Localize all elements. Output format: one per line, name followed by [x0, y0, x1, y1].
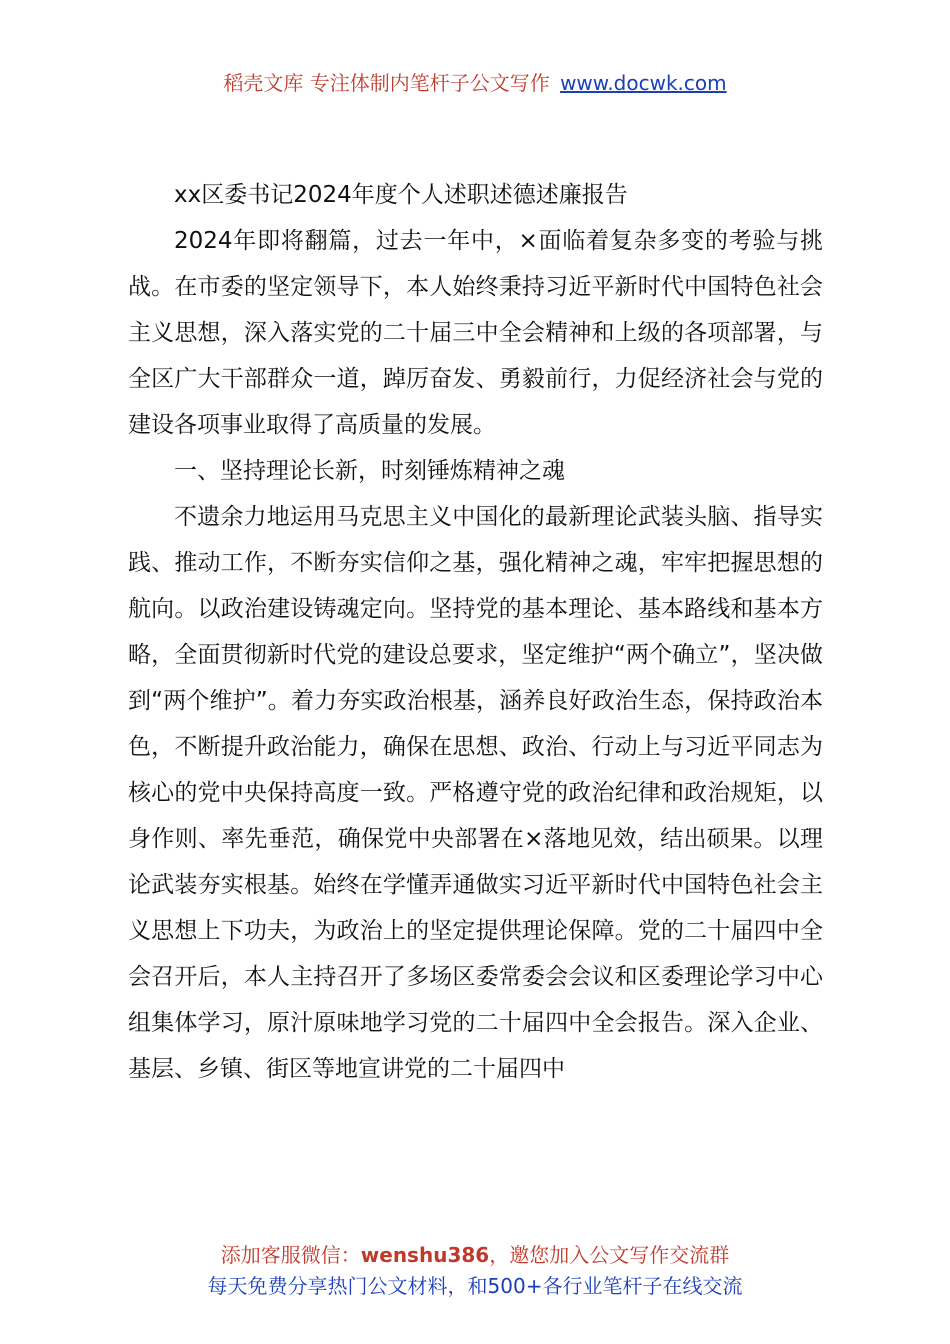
footer-wechat-suffix: ，邀您加入公文写作交流群 — [489, 1243, 730, 1267]
footer-line-2: 每天免费分享热门公文材料，和500+各行业笔杆子在线交流 — [207, 1274, 743, 1298]
page-footer — [0, 1240, 950, 1302]
paragraph-section-1: 不遗余力地运用马克思主义中国化的最新理论武装头脑、指导实践、推动工作，不断夯实信仰之基，强化精神之魂，牢牢把握思想的航向。以政治建设铸魂定向。坚持党的基本理论、基本路线和基本方略，全面贯彻新时代党的建设总要求，坚定维护“两个确立”，坚决做到“两个维护”。着力夯实政治根基，涵养良好政治生态，保持政治本色，不断提升政治能力，确保在思想、政治、行动上与习近平同志为核心的党中央保持高度一致。严格遵守党的政治纪律和政治规矩，以身作则、率先垂范，确保党中央部署在×落地见效，结出硕果。以理论武装夯实根基。始终在学懂弄通做实习近平新时代中国特色社会主义思想上下功夫，为政治上的坚定提供理论保障。党的二十届四中全会召开后，本人主持召开了多场区委常委会会议和区委理论学习中心组集体学习，原汁原味地学习党的二十届四中全会报告。深入企业、基层、乡镇、街区等地宣讲党的二十届四中 — [128, 504, 823, 1082]
paragraph-intro: 2024年即将翻篇，过去一年中，×面临着复杂多变的考验与挑战。在市委的坚定领导下，本人始终秉持习近平新时代中国特色社会主义思想，深入落实党的二十届三中全会精神和上级的各项部署，与全区广大干部群众一道，踔厉奋发、勇毅前行，力促经济社会与党的建设各项事业取得了高质量的发展。 — [128, 228, 823, 438]
footer-wechat-id: wenshu386 — [360, 1243, 490, 1267]
footer-wechat-prefix: 添加客服微信： — [220, 1243, 361, 1267]
header-link[interactable]: www.docwk.com — [560, 71, 727, 95]
header-text: 稻壳文库 专注体制内笔杆子公文写作 — [223, 71, 550, 95]
page-header — [0, 68, 950, 98]
document-body — [128, 172, 823, 1092]
document-title: xx区委书记2024年度个人述职述德述廉报告 — [174, 182, 628, 208]
section-heading-1: 一、坚持理论长新，时刻锤炼精神之魂 — [174, 458, 565, 484]
footer-line-1 — [0, 1240, 950, 1271]
